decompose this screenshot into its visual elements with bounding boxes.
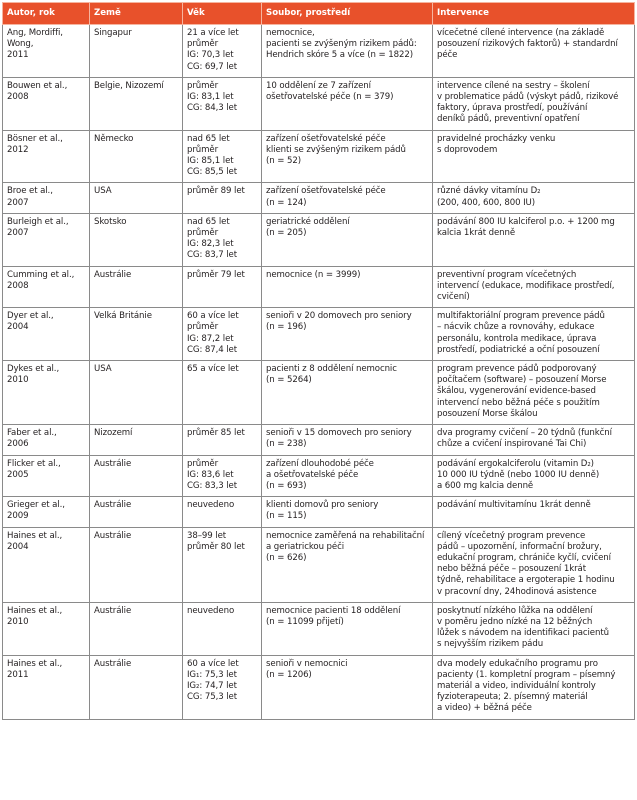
cell-age: průměr 85 let — [183, 425, 262, 455]
table-row — [3, 266, 635, 308]
table-body — [3, 25, 635, 720]
cell-country: Belgie, Nizozemí — [90, 77, 183, 130]
cell-country: Singapur — [90, 25, 183, 78]
cell-author: Broe et al., 2007 — [3, 183, 90, 213]
cell-setting: nemocnice pacienti 18 oddělení (n = 11099 přijetí) — [262, 602, 433, 655]
cell-age: 38–99 let průměr 80 let — [183, 527, 262, 602]
cell-age: nad 65 let průměr IG: 85,1 let CG: 85,5 let — [183, 130, 262, 183]
table-row — [3, 602, 635, 655]
cell-country: USA — [90, 361, 183, 425]
table-row — [3, 497, 635, 527]
cell-author: Flicker et al., 2005 — [3, 455, 90, 497]
cell-age: průměr IG: 83,1 let CG: 84,3 let — [183, 77, 262, 130]
cell-setting: senioři v nemocnici (n = 1206) — [262, 655, 433, 719]
cell-intervention: podávání multivitamínu 1krát denně — [433, 497, 635, 527]
cell-country: Skotsko — [90, 213, 183, 266]
cell-intervention: intervence cílené na sestry – školení v problematice pádů (výskyt pádů, rizikové faktory, úprava prostředí, používání deníků pádů, preventivní opatření — [433, 77, 635, 130]
cell-setting: senioři v 20 domovech pro seniory (n = 196) — [262, 308, 433, 361]
header-intervention: Intervence — [433, 3, 635, 25]
cell-country: Austrálie — [90, 602, 183, 655]
cell-author: Haines et al., 2004 — [3, 527, 90, 602]
cell-author: Burleigh et al., 2007 — [3, 213, 90, 266]
cell-setting: pacienti z 8 oddělení nemocnic (n = 5264) — [262, 361, 433, 425]
cell-intervention: pravidelné procházky venku s doprovodem — [433, 130, 635, 183]
table-row — [3, 183, 635, 213]
cell-author: Ang, Mordiffi, Wong, 2011 — [3, 25, 90, 78]
cell-intervention: program prevence pádů podporovaný počítačem (software) – posouzení Morse škálou, vygenerování evidence-based intervencí nebo běžná péče s použitím posouzení Morse škálou — [433, 361, 635, 425]
cell-country: Velká Británie — [90, 308, 183, 361]
header-row — [3, 3, 635, 25]
table-row — [3, 455, 635, 497]
cell-author: Grieger et al., 2009 — [3, 497, 90, 527]
cell-country: Austrálie — [90, 455, 183, 497]
cell-intervention: vícečetné cílené intervence (na základě posouzení rizikových faktorů) + standardní péče — [433, 25, 635, 78]
header-country: Země — [90, 3, 183, 25]
table-row — [3, 425, 635, 455]
cell-age: průměr 89 let — [183, 183, 262, 213]
table-row — [3, 527, 635, 602]
cell-country: Austrálie — [90, 497, 183, 527]
cell-country: Austrálie — [90, 655, 183, 719]
cell-setting: nemocnice (n = 3999) — [262, 266, 433, 308]
header-author: Autor, rok — [3, 3, 90, 25]
cell-setting: geriatrické oddělení (n = 205) — [262, 213, 433, 266]
header-age: Věk — [183, 3, 262, 25]
cell-author: Haines et al., 2011 — [3, 655, 90, 719]
cell-age: 65 a více let — [183, 361, 262, 425]
table-row — [3, 130, 635, 183]
header-setting: Soubor, prostředí — [262, 3, 433, 25]
studies-table — [2, 2, 635, 720]
cell-intervention: cílený vícečetný program prevence pádů – upozornění, informační brožury, edukační program, chrániče kyčlí, cvičení nebo běžná péče – posouzení 1krát týdně, rehabilitace a ergoterapie 1 hodinu v pracovní dny, 24hodinová asistence — [433, 527, 635, 602]
cell-setting: zařízení ošetřovatelské péče (n = 124) — [262, 183, 433, 213]
cell-setting: klienti domovů pro seniory (n = 115) — [262, 497, 433, 527]
cell-country: Německo — [90, 130, 183, 183]
cell-author: Faber et al., 2006 — [3, 425, 90, 455]
cell-setting: nemocnice zaměřená na rehabilitační a geriatrickou péči (n = 626) — [262, 527, 433, 602]
table-row — [3, 308, 635, 361]
cell-age: 21 a více let průměr IG: 70,3 let CG: 69,7 let — [183, 25, 262, 78]
cell-setting: nemocnice, pacienti se zvýšeným rizikem pádů: Hendrich skóre 5 a více (n = 1822) — [262, 25, 433, 78]
cell-author: Bouwen et al., 2008 — [3, 77, 90, 130]
cell-age: neuvedeno — [183, 602, 262, 655]
table-row — [3, 213, 635, 266]
cell-intervention: různé dávky vitamínu D₂ (200, 400, 600, 800 IU) — [433, 183, 635, 213]
cell-country: USA — [90, 183, 183, 213]
table-row — [3, 655, 635, 719]
cell-author: Dyer et al., 2004 — [3, 308, 90, 361]
cell-setting: senioři v 15 domovech pro seniory (n = 238) — [262, 425, 433, 455]
cell-age: průměr 79 let — [183, 266, 262, 308]
table-header — [3, 3, 635, 25]
cell-intervention: podávání 800 IU kalciferol p.o. + 1200 mg kalcia 1krát denně — [433, 213, 635, 266]
cell-setting: zařízení ošetřovatelské péče klienti se zvýšeným rizikem pádů (n = 52) — [262, 130, 433, 183]
cell-age: neuvedeno — [183, 497, 262, 527]
cell-age: průměr IG: 83,6 let CG: 83,3 let — [183, 455, 262, 497]
cell-country: Austrálie — [90, 266, 183, 308]
table-row — [3, 25, 635, 78]
cell-intervention: poskytnutí nízkého lůžka na oddělení v poměru jedno nízké na 12 běžných lůžek s návodem na identifikaci pacientů s nejvyšším rizikem pádu — [433, 602, 635, 655]
cell-country: Nizozemí — [90, 425, 183, 455]
cell-age: nad 65 let průměr IG: 82,3 let CG: 83,7 let — [183, 213, 262, 266]
cell-country: Austrálie — [90, 527, 183, 602]
table-row — [3, 77, 635, 130]
cell-intervention: dva programy cvičení – 20 týdnů (funkční chůze a cvičení inspirované Tai Chi) — [433, 425, 635, 455]
cell-intervention: podávání ergokalciferolu (vitamin D₂) 10 000 IU týdně (nebo 1000 IU denně) a 600 mg kalcia denně — [433, 455, 635, 497]
cell-author: Dykes et al., 2010 — [3, 361, 90, 425]
cell-intervention: multifaktoriální program prevence pádů – nácvik chůze a rovnováhy, edukace personálu, kontrola medikace, úprava prostředí, podiatrické a oční posouzení — [433, 308, 635, 361]
cell-setting: 10 oddělení ze 7 zařízení ošetřovatelské péče (n = 379) — [262, 77, 433, 130]
cell-age: 60 a více let průměr IG: 87,2 let CG: 87,4 let — [183, 308, 262, 361]
cell-author: Cumming et al., 2008 — [3, 266, 90, 308]
cell-author: Bösner et al., 2012 — [3, 130, 90, 183]
cell-intervention: preventivní program vícečetných intervencí (edukace, modifikace prostředí, cvičení) — [433, 266, 635, 308]
cell-author: Haines et al., 2010 — [3, 602, 90, 655]
cell-setting: zařízení dlouhodobé péče a ošetřovatelské péče (n = 693) — [262, 455, 433, 497]
cell-age: 60 a více let IG₁: 75,3 let IG₂: 74,7 let CG: 75,3 let — [183, 655, 262, 719]
cell-intervention: dva modely edukačního programu pro pacienty (1. kompletní program – písemný materiál a video, individuální kontroly fyzioterapeuta; 2. písemný materiál a video) + běžná péče — [433, 655, 635, 719]
table-row — [3, 361, 635, 425]
